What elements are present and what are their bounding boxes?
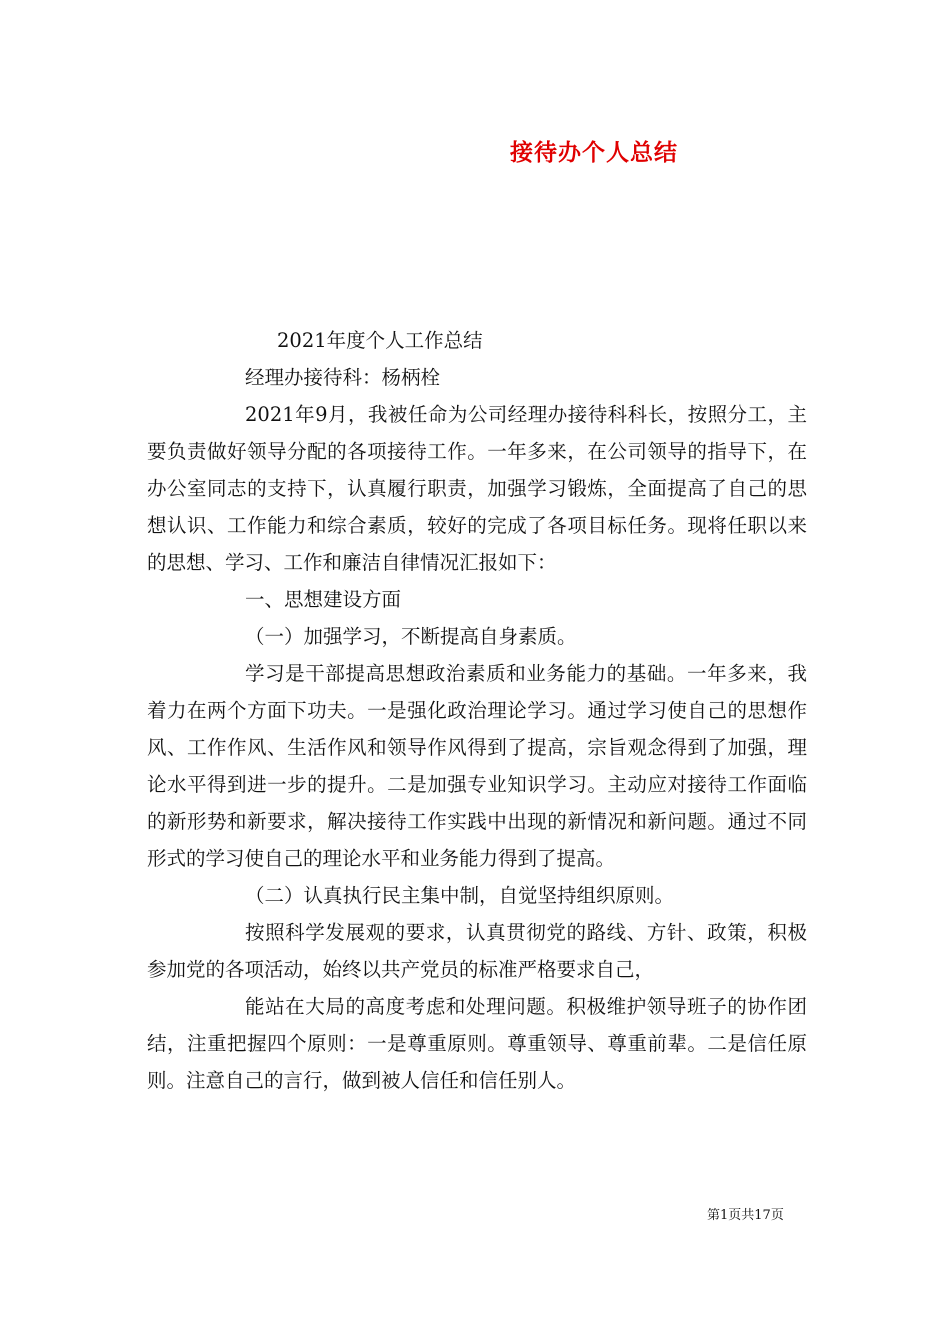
- document-author: 经理办接待科：杨柄栓: [245, 366, 441, 389]
- document-title: 接待办个人总结: [510, 140, 678, 166]
- paragraph-principles: 能站在大局的高度考虑和处理问题。积极维护领导班子的协作团结，注重把握四个原则：一是尊重原则。尊重领导、尊重前辈。二是信任原则。注意自己的言行，做到被人信任和信任别人。: [147, 995, 807, 1092]
- document-subtitle: 2021年度个人工作总结: [277, 329, 483, 352]
- page-number: 第1页共17页: [707, 1208, 784, 1223]
- paragraph-party-line: 按照科学发展观的要求，认真贯彻党的路线、方针、政策，积极参加党的各项活动，始终以共产党员的标准严格要求自己，: [147, 921, 807, 981]
- subsection-heading-democracy: （二）认真执行民主集中制，自觉坚持组织原则。: [245, 884, 675, 907]
- section-heading-ideology: 一、思想建设方面: [245, 588, 402, 611]
- paragraph-study: 学习是干部提高思想政治素质和业务能力的基础。一年多来，我着力在两个方面下功夫。一是强化政治理论学习。通过学习使自己的思想作风、工作作风、生活作风和领导作风得到了提高，宗旨观念得到了加强，理论水平得到进一步的提升。二是加强专业知识学习。主动应对接待工作面临的新形势和新要求，解决接待工作实践中出现的新情况和新问题。通过不同形式的学习使自己的理论水平和业务能力得到了提高。: [147, 662, 807, 870]
- subsection-heading-study: （一）加强学习，不断提高自身素质。: [245, 625, 577, 648]
- paragraph-intro: 2021年9月，我被任命为公司经理办接待科科长，按照分工，主要负责做好领导分配的各项接待工作。一年多来，在公司领导的指导下，在办公室同志的支持下，认真履行职责，加强学习锻炼，全面提高了自己的思想认识、工作能力和综合素质，较好的完成了各项目标任务。现将任职以来的思想、学习、工作和廉洁自律情况汇报如下：: [147, 403, 807, 574]
- document-body: [147, 322, 807, 1099]
